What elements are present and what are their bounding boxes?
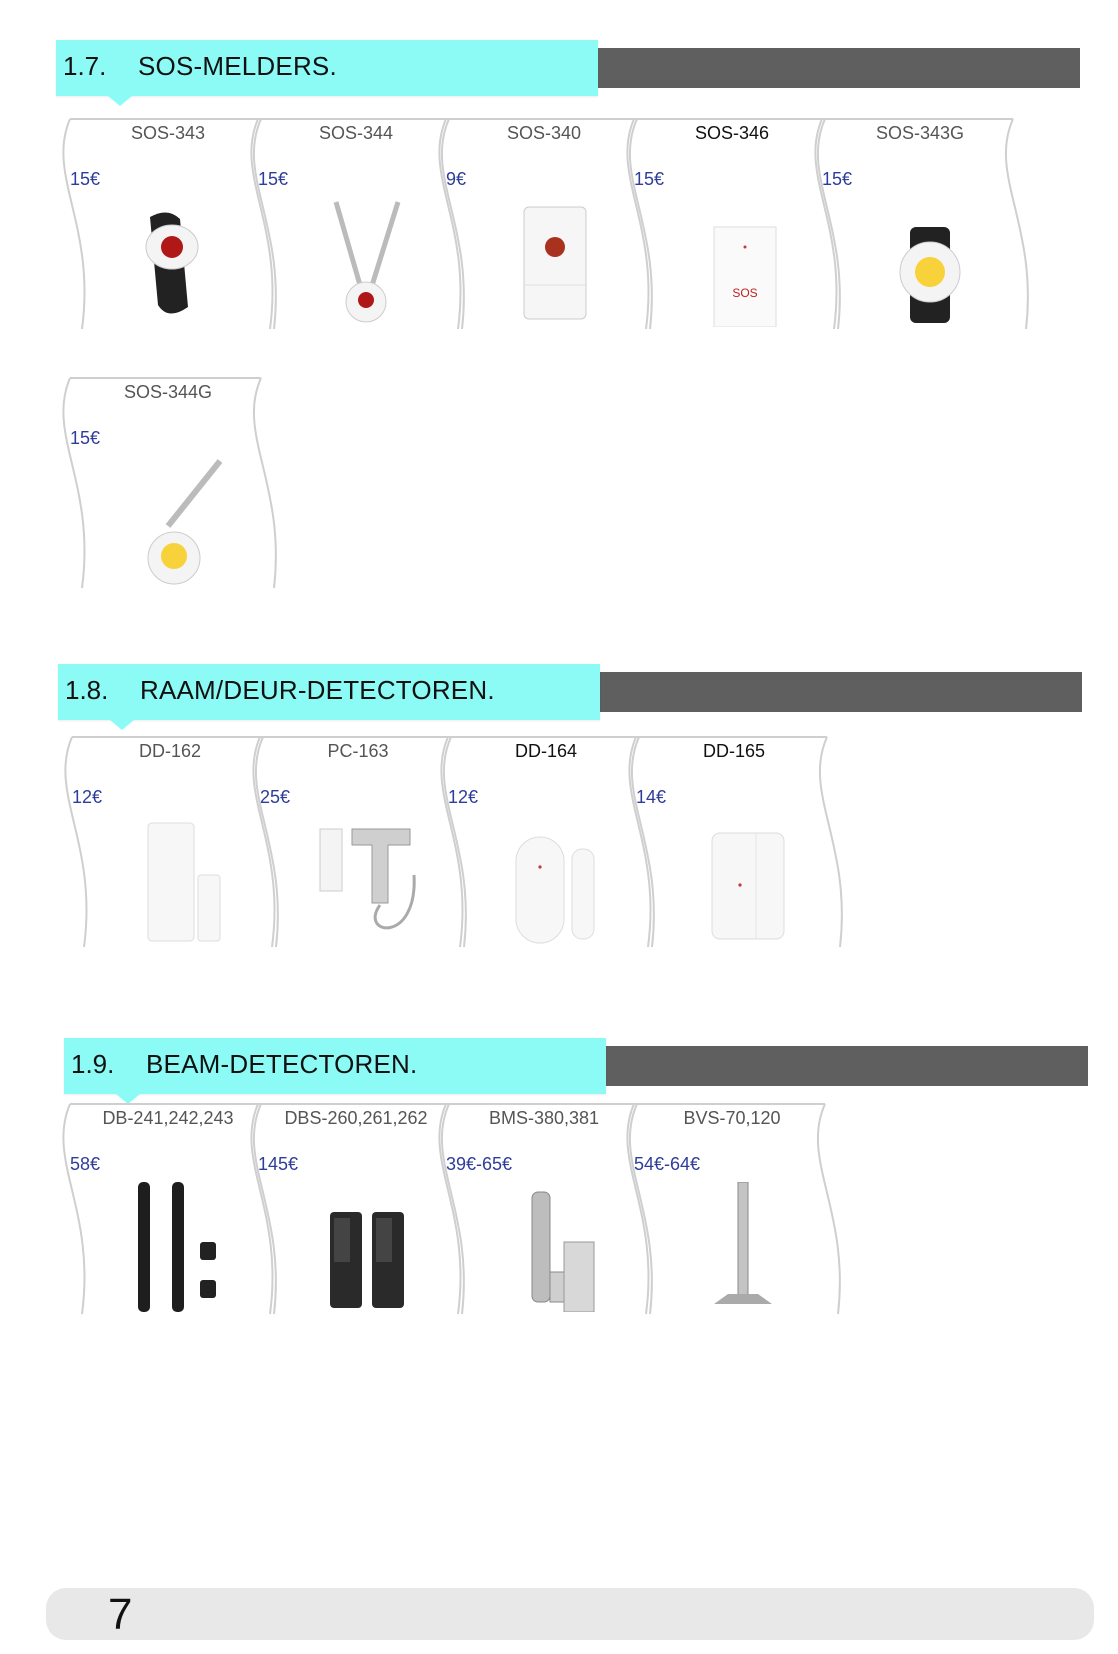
sos-wristband-icon [128, 197, 228, 327]
mounting-bracket-icon [504, 1182, 604, 1312]
door-sensor-square-icon [694, 815, 794, 945]
product-price: 15€ [258, 169, 289, 189]
roller-door-contact-icon [318, 815, 418, 945]
beam-boxes-icon [316, 1182, 416, 1312]
product-model: DD-162 [138, 741, 202, 761]
sos-wall-button-icon [504, 197, 604, 327]
product-model: DB-241,242,243 [102, 1108, 234, 1128]
product-model: SOS-340 [506, 123, 582, 143]
product-price: 39€-65€ [446, 1154, 513, 1174]
product-model: BVS-70,120 [683, 1108, 781, 1128]
product-price: 12€ [448, 787, 479, 807]
product-price: 54€-64€ [634, 1154, 701, 1174]
product-price: 12€ [72, 787, 103, 807]
sos-panel-label: SOS [732, 286, 758, 300]
section-header-sos-melders [56, 40, 1080, 96]
product-model: PC-163 [327, 741, 389, 761]
product-card-bvs-70[interactable] [620, 1100, 844, 1324]
product-price: 15€ [634, 169, 665, 189]
section-title: SOS-MELDERS. [138, 51, 337, 81]
sos-pendant-yellow-icon [128, 456, 228, 586]
header-notch [110, 720, 134, 730]
product-price: 15€ [822, 169, 853, 189]
door-sensor-round-icon [506, 815, 606, 945]
sos-panel-icon [692, 197, 792, 327]
header-notch [108, 96, 132, 106]
product-card-dd-165[interactable] [622, 733, 846, 957]
mounting-pole-icon [692, 1182, 792, 1312]
page-footer [46, 1588, 1094, 1640]
product-model: DD-164 [514, 741, 578, 761]
product-model: SOS-344G [123, 382, 213, 402]
product-model: DD-165 [702, 741, 766, 761]
product-model: DBS-260,261,262 [284, 1108, 428, 1128]
section-number: 1.9. [71, 1049, 115, 1079]
product-price: 14€ [636, 787, 667, 807]
beam-bars-icon [128, 1182, 228, 1312]
product-price: 15€ [70, 169, 101, 189]
section-number: 1.7. [63, 51, 107, 81]
section-number: 1.8. [65, 675, 109, 705]
page-number: 7 [108, 1590, 133, 1639]
header-bar [558, 672, 1082, 712]
product-model: SOS-343G [875, 123, 965, 143]
section-title: RAAM/DEUR-DETECTOREN. [140, 675, 495, 705]
section-header-beam [64, 1038, 1088, 1094]
product-card-sos-343g[interactable] [808, 115, 1032, 339]
header-bar [556, 48, 1080, 88]
product-model: SOS-346 [694, 123, 770, 143]
product-price: 145€ [258, 1154, 299, 1174]
product-price: 15€ [70, 428, 101, 448]
section-header-raam-deur [58, 664, 1082, 720]
sos-wristband-yellow-icon [880, 197, 980, 327]
header-bar [564, 1046, 1088, 1086]
door-sensor-icon [130, 815, 230, 945]
product-price: 25€ [260, 787, 291, 807]
product-model: SOS-344 [318, 123, 394, 143]
product-model: SOS-343 [130, 123, 206, 143]
product-model: BMS-380,381 [488, 1108, 600, 1128]
product-price: 58€ [70, 1154, 101, 1174]
product-card-sos-344g[interactable] [56, 374, 280, 598]
section-title: BEAM-DETECTOREN. [146, 1049, 418, 1079]
product-price: 9€ [446, 169, 467, 189]
sos-pendant-icon [316, 197, 416, 327]
